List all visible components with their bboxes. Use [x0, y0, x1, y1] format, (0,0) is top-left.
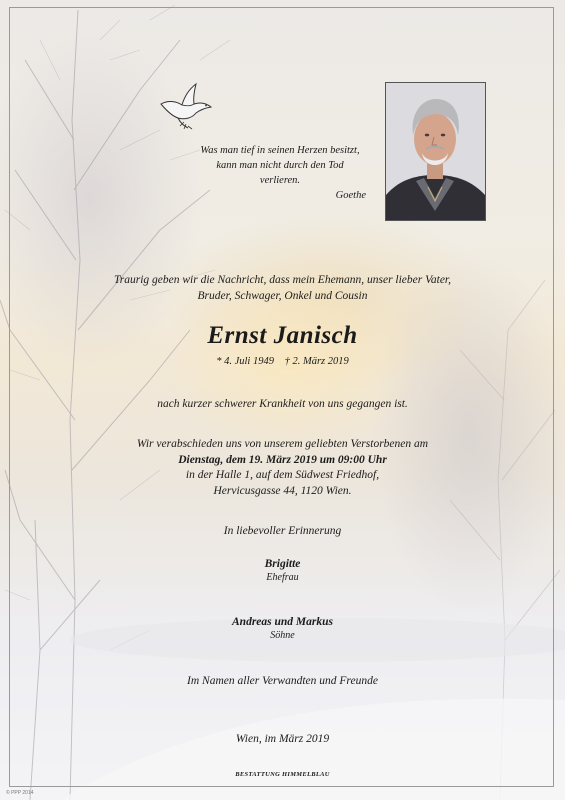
- announcement-line: Traurig geben wir die Nachricht, dass mein Ehemann, unser lieber Vater,: [114, 274, 451, 286]
- portrait-photo: [385, 82, 486, 221]
- deceased-name: Ernst Janisch: [207, 322, 358, 349]
- goethe-quote: [180, 143, 380, 203]
- funeral-service-info: [60, 437, 505, 499]
- quote-author: Goethe: [335, 190, 366, 201]
- birth-date: * 4. Juli 1949: [216, 356, 274, 367]
- mourner-name: Brigitte: [264, 558, 301, 570]
- mourner-entry: [60, 616, 505, 641]
- copyright-note: © PPP 2014: [6, 790, 34, 796]
- dove-icon: [158, 82, 214, 132]
- memory-text: In liebevoller Erinnerung: [223, 525, 342, 537]
- life-dates: [60, 356, 505, 367]
- service-datetime: Dienstag, dem 19. März 2019 um 09:00 Uhr: [178, 453, 387, 466]
- relatives-text: Im Namen aller Verwandten und Freunde: [187, 675, 378, 687]
- mourner-role: Söhne: [270, 630, 295, 641]
- funeral-home-name: BESTATTUNG HIMMELBLAU: [235, 771, 330, 778]
- announcement-line: Bruder, Schwager, Onkel und Cousin: [197, 290, 368, 302]
- mourner-role: Ehefrau: [266, 572, 299, 583]
- service-location: in der Halle 1, auf dem Südwest Friedhof,: [185, 469, 380, 481]
- place-date: Wien, im März 2019: [235, 733, 330, 745]
- quote-line: verlieren.: [259, 175, 301, 186]
- mourner-entry: [60, 558, 505, 583]
- passed-away-text: nach kurzer schwerer Krankheit von uns gegangen ist.: [157, 398, 408, 410]
- death-date: † 2. März 2019: [284, 356, 349, 367]
- quote-line: kann man nicht durch den Tod: [216, 160, 344, 171]
- quote-line: Was man tief in seinen Herzen besitzt,: [200, 145, 360, 156]
- mourner-name: Andreas und Markus: [232, 616, 333, 628]
- service-line: Wir verabschieden uns von unserem geliebten Verstorbenen am: [136, 438, 429, 450]
- announcement-text: [60, 272, 505, 304]
- service-address: Hervicusgasse 44, 1120 Wien.: [213, 484, 352, 497]
